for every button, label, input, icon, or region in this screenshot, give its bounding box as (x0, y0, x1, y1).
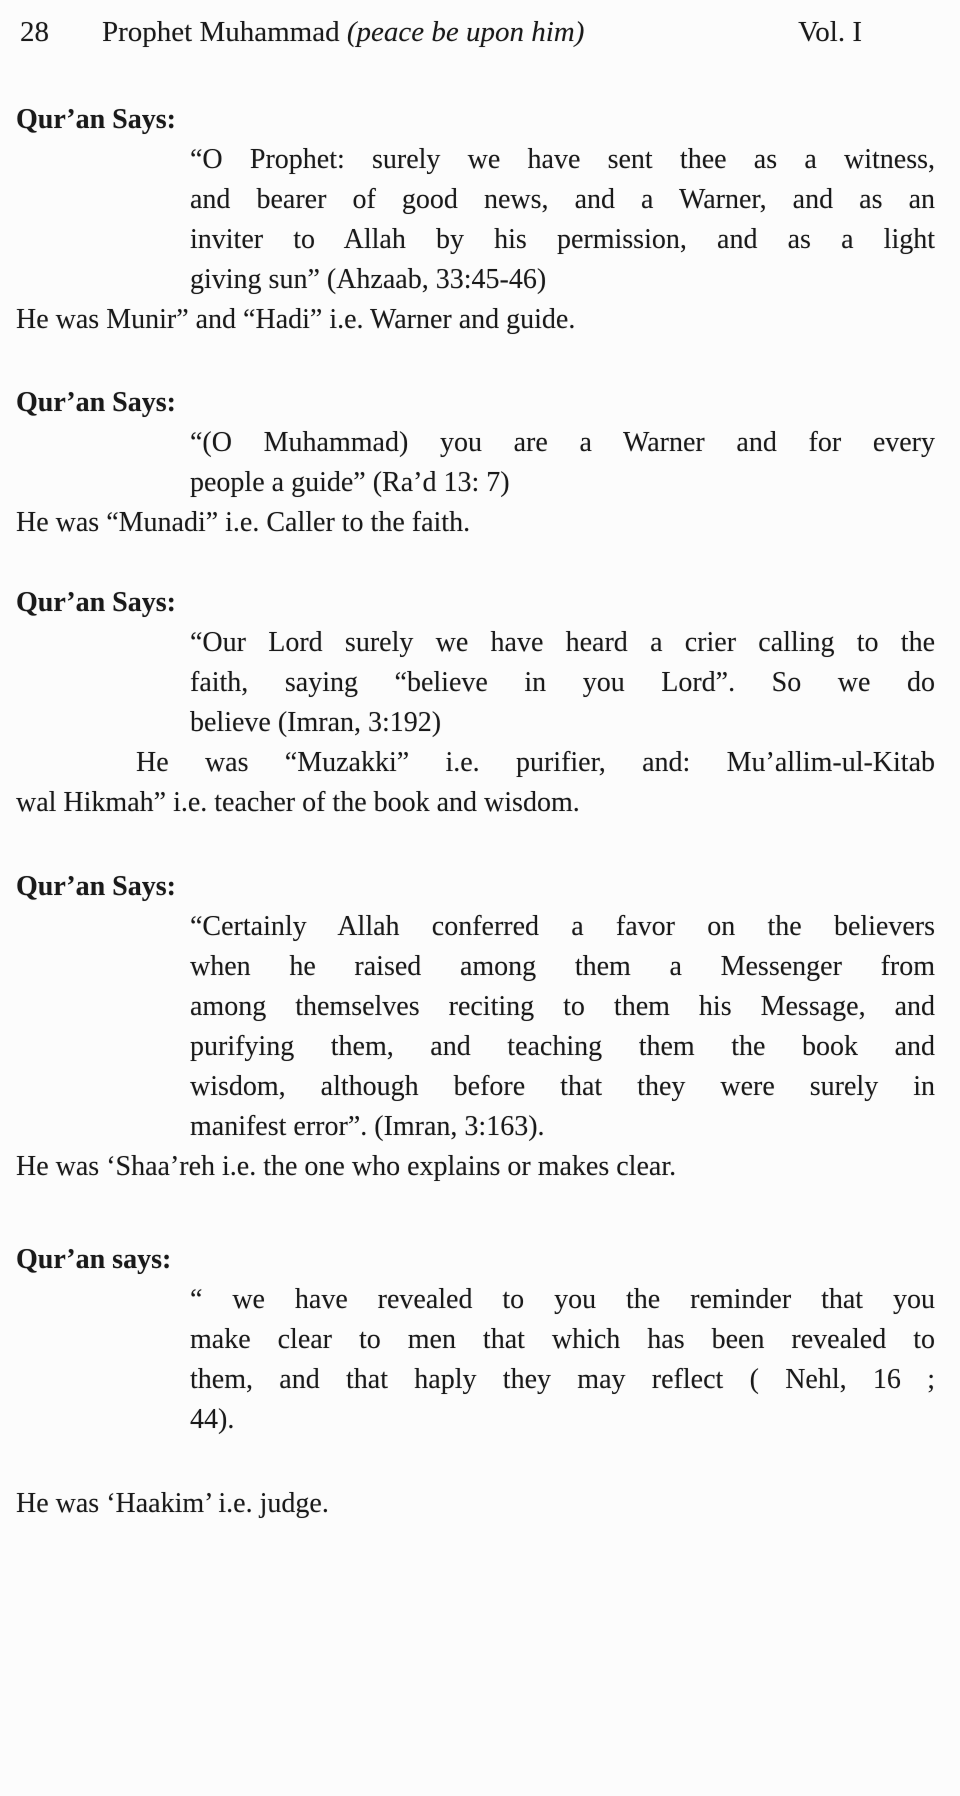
commentary-line: He was ‘Haakim’ i.e. judge. (16, 1488, 329, 1519)
commentary-line: He was “Munadi” i.e. Caller to the faith. (16, 507, 471, 538)
quran-says-heading: Qur’an Says: (16, 871, 176, 902)
book-title-text: Prophet Muhammad (102, 16, 347, 48)
quote-line: wisdom, although before that they were surely in (190, 1071, 935, 1102)
quote-line: “Our Lord surely we have heard a crier calling to the (190, 627, 935, 658)
quote-line: and bearer of good news, and a Warner, and as an (190, 184, 935, 215)
volume-label: Vol. I (798, 16, 862, 48)
commentary-paragraph (16, 503, 935, 543)
page-number: 28 (20, 16, 49, 48)
quote-line: “(O Muhammad) you are a Warner and for every (190, 427, 935, 458)
commentary-line: He was ‘Shaa’reh i.e. the one who explains or makes clear. (16, 1151, 677, 1182)
quote-block (190, 623, 935, 743)
section-5 (0, 1240, 960, 1524)
quote-line: purifying them, and teaching them the book and (190, 1031, 935, 1062)
commentary-line: He was Munir” and “Hadi” i.e. Warner and guide. (16, 304, 576, 335)
quote-line: giving sun” (Ahzaab, 33:45-46) (190, 264, 547, 295)
quote-block (190, 140, 935, 300)
commentary-paragraph (16, 1484, 935, 1524)
book-title-italic: (peace be upon him) (346, 16, 585, 48)
quote-line: people a guide” (Ra’d 13: 7) (190, 467, 510, 498)
quote-line: believe (Imran, 3:192) (190, 707, 442, 738)
quran-says-heading: Qur’an says: (16, 1244, 172, 1275)
quote-line: “ we have revealed to you the reminder that you (190, 1284, 935, 1315)
quran-says-heading: Qur’an Says: (16, 104, 176, 135)
commentary-line: He was “Muzakki” i.e. purifier, and: Mu’allim-ul-Kitab (136, 747, 935, 778)
section-1 (0, 100, 960, 340)
quran-says-heading: Qur’an Says: (16, 587, 176, 618)
quote-line: faith, saying “believe in you Lord”. So we do (190, 667, 935, 698)
quote-block (190, 1280, 935, 1440)
quote-line: make clear to men that which has been revealed to (190, 1324, 935, 1355)
quote-block (190, 907, 935, 1147)
quote-line: among themselves reciting to them his Message, and (190, 991, 935, 1022)
quote-line: when he raised among them a Messenger from (190, 951, 935, 982)
quote-line: them, and that haply they may reflect ( Nehl, 16 ; (190, 1364, 935, 1395)
commentary-paragraph (16, 300, 935, 340)
commentary-line: wal Hikmah” i.e. teacher of the book and wisdom. (16, 787, 580, 818)
section-2 (0, 383, 960, 543)
quote-line: “Certainly Allah conferred a favor on the believers (190, 911, 935, 942)
page-header (20, 12, 862, 52)
quote-line: 44). (190, 1404, 235, 1435)
section-3 (0, 583, 960, 823)
commentary-paragraph (16, 743, 935, 823)
quran-says-heading: Qur’an Says: (16, 387, 176, 418)
section-4 (0, 867, 960, 1187)
book-title (102, 12, 798, 52)
quote-line: “O Prophet: surely we have sent thee as a witness, (190, 144, 935, 175)
quote-line: inviter to Allah by his permission, and as a light (190, 224, 935, 255)
quote-block (190, 423, 935, 503)
quote-line: manifest error”. (Imran, 3:163). (190, 1111, 545, 1142)
commentary-paragraph (16, 1147, 935, 1187)
